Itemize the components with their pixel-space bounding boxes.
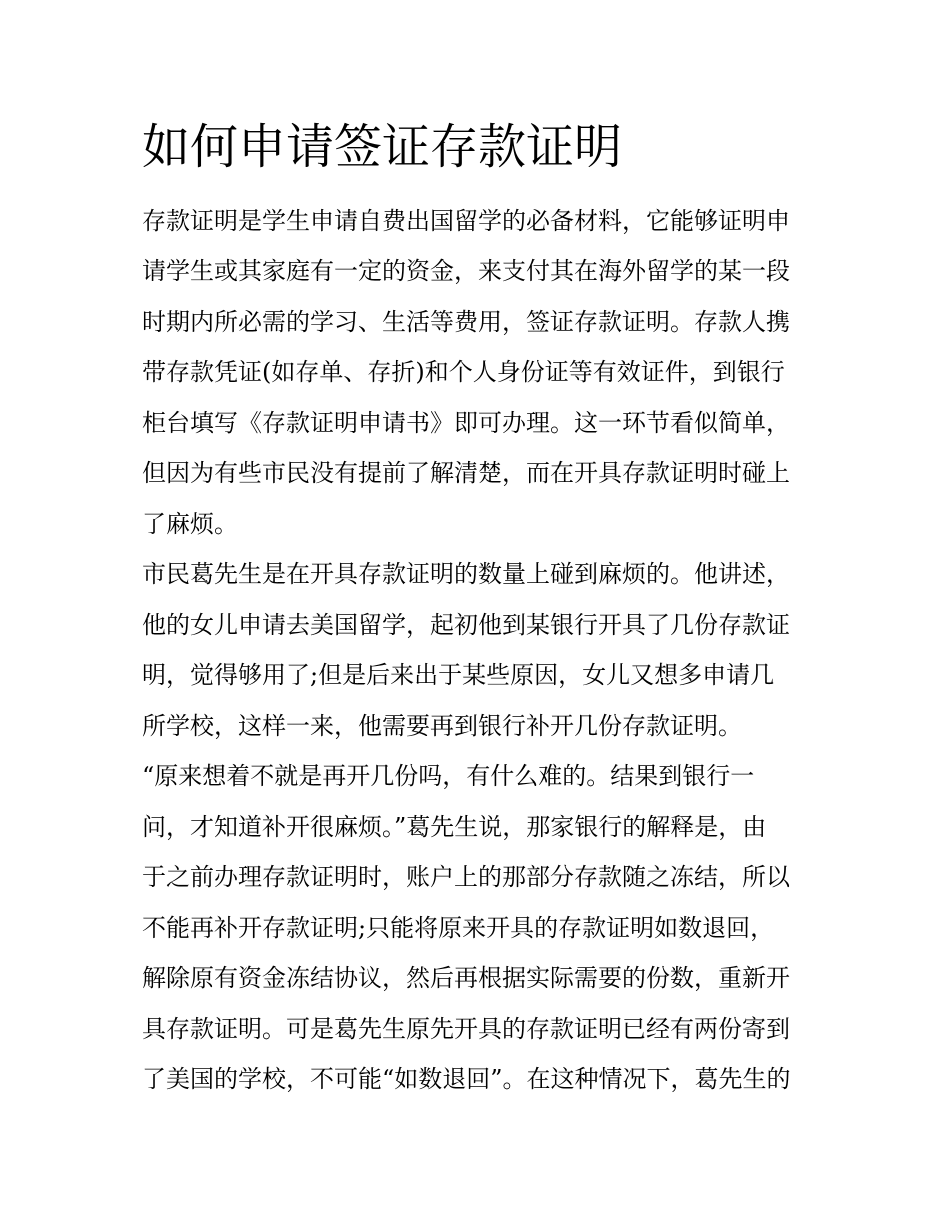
text-line-14: 于之前办理存款证明时，账户上的那部分存款随之冻结，所以 (142, 863, 790, 891)
text-line-11: 所学校，这样一来，他需要再到银行补开几份存款证明。 (142, 712, 742, 740)
text-line-8: 市民葛先生是在开具存款证明的数量上碰到麻烦的。他讲述， (142, 560, 790, 588)
text-line-15: 不能再补开存款证明;只能将原来开具的存款证明如数退回， (142, 914, 775, 942)
text-line-6: 但因为有些市民没有提前了解清楚，而在开具存款证明时碰上 (142, 459, 790, 487)
document-title: 如何申请签证存款证明 (142, 119, 623, 175)
text-line-10: 明，觉得够用了;但是后来出于某些原因，女儿又想多申请几 (142, 661, 775, 689)
text-line-3: 时期内所必需的学习、生活等费用，签证存款证明。存款人携 (142, 308, 790, 336)
text-line-9: 他的女儿申请去美国留学，起初他到某银行开具了几份存款证 (142, 611, 790, 639)
text-line-17: 具存款证明。可是葛先生原先开具的存款证明已经有两份寄到 (142, 1015, 790, 1043)
text-line-7: 了麻烦。 (142, 510, 238, 538)
text-line-18: 了美国的学校，不可能“如数退回”。在这种情况下，葛先生的 (142, 1065, 791, 1093)
text-line-4: 带存款凭证(如存单、存折)和个人身份证等有效证件，到银行 (142, 358, 785, 386)
text-line-2: 请学生或其家庭有一定的资金，来支付其在海外留学的某一段 (142, 257, 790, 285)
text-line-1: 存款证明是学生申请自费出国留学的必备材料，它能够证明申 (142, 207, 790, 235)
text-line-5: 柜台填写《存款证明申请书》即可办理。这一环节看似简单， (142, 409, 790, 437)
text-line-12: “原来想着不就是再开几份吗，有什么难的。结果到银行一 (142, 762, 755, 790)
text-line-16: 解除原有资金冻结协议，然后再根据实际需要的份数，重新开 (142, 964, 790, 992)
text-line-13: 问，才知道补开很麻烦。”葛先生说，那家银行的解释是，由 (142, 813, 767, 841)
